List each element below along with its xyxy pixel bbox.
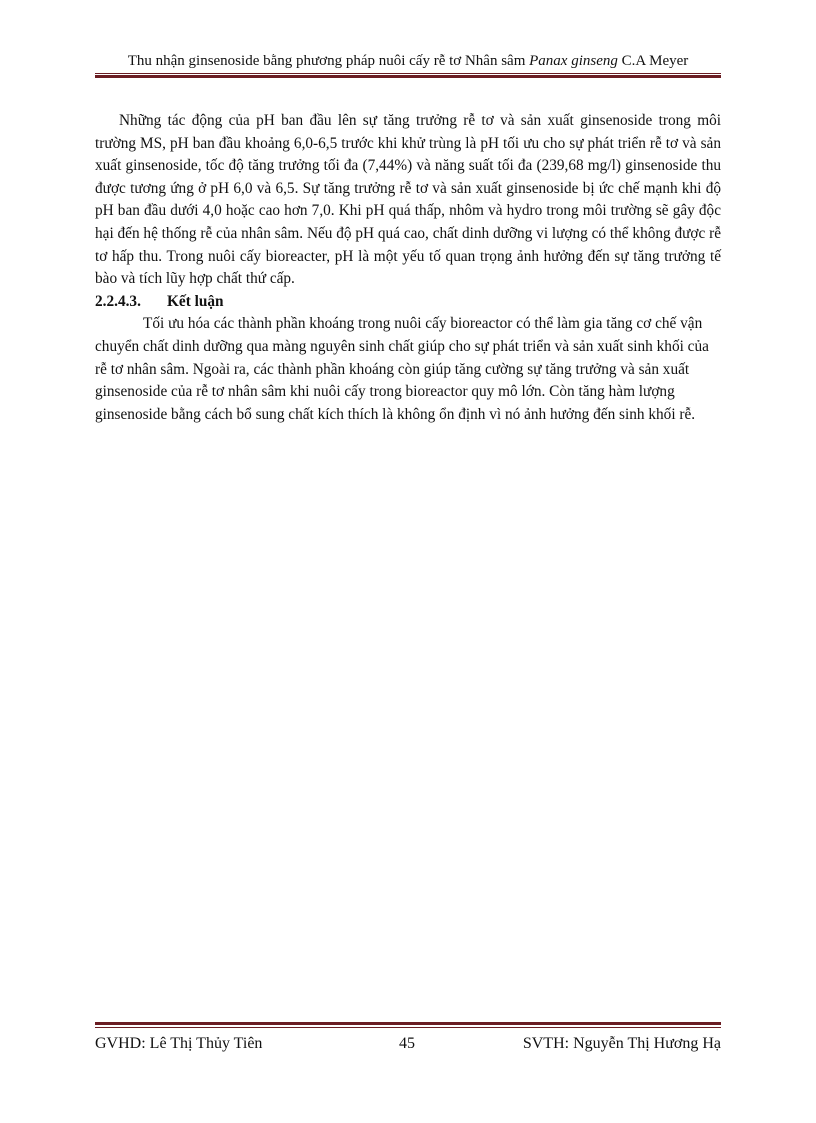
section-heading-number: 2.2.4.3. [95,292,141,310]
header-title-species: Panax ginseng [529,53,618,69]
header-rule-top [95,73,721,74]
section-heading-text: Kết luận [167,292,224,310]
header-title-start: Thu nhận ginsenoside bằng phương pháp nuôi cấy rễ tơ Nhân sâm [127,53,530,69]
section-heading [95,291,721,314]
page-header [95,52,721,70]
footer-rule-top [95,1022,721,1025]
footer-rule-bottom [95,1027,721,1028]
header-title-end: C.A Meyer [617,53,689,69]
page-body [95,110,721,426]
body-paragraph-conclusion: Tối ưu hóa các thành phần khoáng trong nuôi cấy bioreactor có thể làm gia tăng cơ chế vận chuyển chất dinh dưỡng qua màng nguyên sinh chất giúp cho sự phát triển và sản xuất sinh khối của rễ tơ nhân sâm. Ngoài ra, các thành phần khoáng còn giúp tăng cường sự tăng trưởng và sản xuất ginsenoside của rễ tơ nhân sâm khi nuôi cấy trong bioreactor quy mô lớn. Còn tăng hàm lượng ginsenoside bằng cách bổ sung chất kích thích là không ổn định vì nó ảnh hưởng đến sinh khối rễ. [95,315,709,423]
header-rule-bottom [95,75,721,78]
page-number: 45 [399,1035,415,1052]
footer-student: SVTH: Nguyễn Thị Hương Hạ [522,1035,721,1052]
footer-advisor: GVHD: Lê Thị Thủy Tiên [95,1035,263,1052]
page-footer [95,1034,721,1054]
body-paragraph-ph: Những tác động của pH ban đầu lên sự tăng trưởng rễ tơ và sản xuất ginsenoside trong môi trường MS, pH ban đầu khoảng 6,0-6,5 trước khi khử trùng là pH tối ưu cho sự phát triển rễ tơ và sản xuất ginsenoside, tốc độ tăng trưởng tối đa (7,44%) và năng suất tối đa (239,68 mg/l) ginsenoside thu được tương ứng ở pH 6,0 và 6,5. Sự tăng trưởng rễ tơ và sản xuất ginsenoside bị ức chế mạnh khi độ pH ban đầu dưới 4,0 hoặc cao hơn 7,0. Khi pH quá thấp, nhôm và hydro trong môi trường sẽ gây độc hại đến hệ thống rễ của nhân sâm. Nếu độ pH quá cao, chất dinh dưỡng vi lượng có thể không được rễ tơ hấp thu. Trong nuôi cấy bioreacter, pH là một yếu tố quan trọng ảnh hưởng đến sự tăng trưởng tế bào và tích lũy hợp chất thứ cấp. [95,112,722,288]
